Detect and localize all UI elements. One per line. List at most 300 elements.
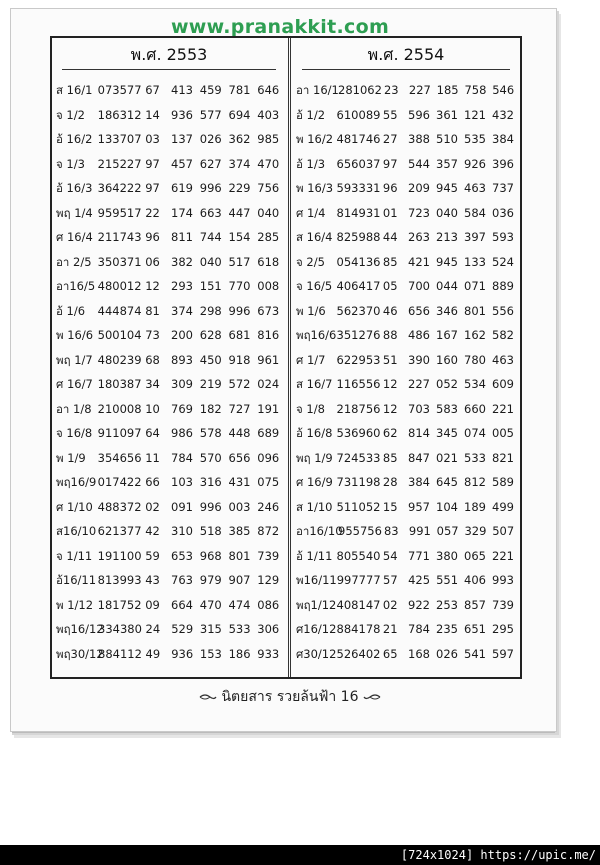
three-digit-number: 036 [492,205,514,220]
first-prize-number: 656037 [336,156,381,171]
three-digit-number: 780 [464,352,486,367]
three-digit-number: 309 [171,377,193,391]
three-digit-number: 316 [199,475,222,489]
table-row [292,250,520,275]
row-date: พ 1/12 [56,597,94,612]
row-date: พ 16/3 [296,181,334,195]
first-prize-number: 511052 [336,499,381,514]
row-date: ศ 16/4 [56,230,93,244]
row-date: อา 16/1 [296,83,339,97]
table-row [52,78,286,103]
three-digit-number: 769 [171,401,193,416]
three-digit-number: 137 [171,132,193,146]
table-row [292,593,520,618]
first-prize-number: 884178 [336,622,381,636]
first-prize-number: 825988 [336,230,381,244]
row-date: พฤ 1/7 [56,352,93,367]
table-row [292,201,520,226]
three-digit-number: 160 [436,352,458,367]
row-date: ศ 16/9 [296,475,333,489]
three-digit-number: 957 [408,499,430,514]
three-digit-number: 388 [408,132,430,146]
table-row [52,642,286,667]
three-digit-number: 329 [464,524,487,538]
two-digit-number: 12 [145,279,160,293]
row-date: พฤ30/12 [56,646,104,661]
three-digit-number: 154 [228,230,251,244]
three-digit-number: 403 [257,107,280,122]
row-date: พฤ16/6 [296,328,337,342]
three-digit-number: 979 [199,573,222,587]
three-digit-number: 889 [492,279,514,293]
lottery-results-table [50,36,522,679]
three-digit-number: 221 [492,548,514,563]
three-digit-number: 406 [464,573,486,587]
three-digit-number: 781 [228,83,251,97]
three-digit-number: 673 [257,303,280,318]
first-prize-number: 536960 [336,426,381,440]
table-row [292,323,520,348]
two-digit-number: 02 [145,499,160,514]
first-prize-number: 444874 [97,303,142,318]
first-prize-number: 500104 [97,328,142,342]
table-row [52,103,286,128]
three-digit-number: 295 [492,622,514,636]
three-digit-number: 133 [464,254,486,269]
three-digit-number: 893 [171,352,193,367]
three-digit-number: 229 [228,181,251,195]
first-prize-number: 480012 [97,279,142,293]
row-date: ศ30/12 [296,646,337,661]
three-digit-number: 397 [464,230,486,244]
first-prize-number: 959517 [97,205,142,220]
three-digit-number: 589 [492,475,514,489]
three-digit-number: 996 [199,499,222,514]
two-digit-number: 10 [145,401,160,416]
row-date: จ 16/8 [56,426,93,440]
three-digit-number: 582 [492,328,514,342]
three-digit-number: 021 [436,450,458,465]
three-digit-number: 628 [199,328,222,342]
two-digit-number: 42 [145,524,160,538]
table-row [292,78,520,103]
row-date: พ 16/6 [56,328,94,342]
three-digit-number: 285 [257,230,280,244]
two-digit-number: 23 [383,83,399,97]
three-digit-number: 857 [464,597,486,612]
table-row [52,544,286,569]
row-date: พฤ 1/9 [296,450,333,465]
first-prize-number: 054136 [336,254,381,269]
table-row [292,176,520,201]
three-digit-number: 556 [492,303,514,318]
two-digit-number: 12 [382,401,398,416]
three-digit-number: 570 [199,450,222,465]
table-row [52,250,286,275]
column-title-2554: พ.ศ. 2554 [302,43,510,70]
first-prize-number: 408147 [336,597,381,612]
row-date: อ้ 16/2 [56,132,93,146]
three-digit-number: 593 [492,230,514,244]
three-digit-number: 996 [228,303,251,318]
two-digit-number: 27 [382,132,398,146]
row-date: พฤ16/12 [56,622,104,636]
three-digit-number: 656 [228,450,251,465]
three-digit-number: 535 [464,132,486,146]
three-digit-number: 756 [257,181,280,195]
three-digit-number: 431 [228,475,251,489]
table-row [292,372,520,397]
first-prize-number: 215227 [97,156,142,171]
two-digit-number: 21 [382,622,398,636]
three-digit-number: 821 [492,450,514,465]
row-date: พฤ16/9 [56,475,97,489]
three-digit-number: 185 [436,83,459,97]
two-digit-number: 83 [383,524,399,538]
column-divider [288,38,291,677]
three-digit-number: 534 [464,377,486,391]
table-row [52,127,286,152]
two-digit-number: 57 [383,573,398,587]
two-digit-number: 59 [145,548,160,563]
table-row [52,201,286,226]
three-digit-number: 645 [436,475,458,489]
three-digit-number: 758 [464,83,487,97]
table-row [292,348,520,373]
two-digit-number: 96 [382,181,398,195]
three-digit-number: 298 [199,303,222,318]
three-digit-number: 619 [171,181,193,195]
two-digit-number: 65 [382,646,398,661]
three-digit-number: 162 [464,328,486,342]
three-digit-number: 597 [492,646,514,661]
table-row [52,446,286,471]
table-row [292,397,520,422]
three-digit-number: 310 [171,524,193,538]
three-digit-number: 583 [436,401,458,416]
three-digit-number: 507 [492,524,515,538]
row-date: พฤ1/12 [296,597,337,612]
three-digit-number: 096 [257,450,280,465]
first-prize-number: 724533 [336,450,381,465]
three-digit-number: 470 [257,156,280,171]
row-date: อา16/5 [56,279,96,293]
column-title-2553: พ.ศ. 2553 [62,43,276,70]
table-row [52,152,286,177]
first-prize-number: 334380 [98,622,142,636]
table-row [292,544,520,569]
three-digit-number: 065 [464,548,486,563]
three-digit-number: 656 [408,303,430,318]
three-digit-number: 413 [171,83,193,97]
two-digit-number: 55 [382,107,398,122]
three-digit-number: 040 [436,205,458,220]
three-digit-number: 991 [408,524,431,538]
three-digit-number: 918 [228,352,251,367]
three-digit-number: 463 [464,181,486,195]
two-digit-number: 22 [145,205,160,220]
three-digit-number: 872 [257,524,280,538]
table-row [292,642,520,667]
table-row [52,225,286,250]
three-digit-number: 518 [199,524,222,538]
two-digit-number: 14 [145,107,160,122]
first-prize-number: 180387 [97,377,142,391]
three-digit-number: 463 [492,352,514,367]
three-digit-number: 186 [228,646,251,661]
table-row [52,372,286,397]
three-digit-number: 227 [408,377,430,391]
two-digit-number: 46 [382,303,398,318]
three-digit-number: 374 [228,156,251,171]
three-digit-number: 361 [436,107,458,122]
row-date: จ 1/2 [56,107,85,122]
three-digit-number: 986 [171,426,193,440]
three-digit-number: 926 [464,156,486,171]
two-digit-number: 97 [145,156,160,171]
three-digit-number: 346 [436,303,458,318]
two-digit-number: 81 [145,303,160,318]
three-digit-number: 533 [464,450,486,465]
three-digit-number: 529 [171,622,194,636]
table-row [292,446,520,471]
three-digit-number: 103 [171,475,193,489]
first-prize-number: 281062 [338,83,382,97]
table-row [292,225,520,250]
three-digit-number: 811 [171,230,193,244]
two-digit-number: 96 [145,230,160,244]
row-date: ส 16/1 [56,83,93,97]
two-digit-number: 85 [382,450,398,465]
row-date: อ้ 16/3 [56,181,93,195]
three-digit-number: 700 [408,279,430,293]
three-digit-number: 968 [199,548,222,563]
three-digit-number: 253 [436,597,458,612]
first-prize-number: 911097 [97,426,142,440]
rows-2554 [292,78,520,666]
three-digit-number: 572 [228,377,251,391]
two-digit-number: 66 [145,475,160,489]
two-digit-number: 67 [145,83,160,97]
three-digit-number: 057 [436,524,459,538]
two-digit-number: 05 [382,279,398,293]
row-date: อ้ 16/8 [296,426,333,440]
upload-watermark: [724x1024] https://upic.me/ [400,848,596,862]
three-digit-number: 584 [464,205,486,220]
three-digit-number: 008 [257,279,280,293]
three-digit-number: 357 [436,156,458,171]
three-digit-number: 985 [257,132,280,146]
three-digit-number: 219 [199,377,222,391]
first-prize-number: 210008 [97,401,142,416]
three-digit-number: 362 [228,132,251,146]
three-digit-number: 847 [408,450,430,465]
table-row [52,568,286,593]
table-row [52,348,286,373]
three-digit-number: 660 [464,401,486,416]
two-digit-number: 03 [145,132,160,146]
three-digit-number: 744 [199,230,222,244]
two-digit-number: 97 [145,181,160,195]
column-2553 [52,38,286,677]
three-digit-number: 167 [436,328,458,342]
three-digit-number: 121 [464,107,486,122]
three-digit-number: 517 [228,254,251,269]
row-date: ศ16/12 [296,622,337,636]
three-digit-number: 618 [257,254,280,269]
three-digit-number: 470 [199,597,222,612]
three-digit-number: 551 [436,573,459,587]
site-url: www.pranakkit.com [170,16,390,38]
row-date: จ 1/8 [296,401,325,416]
table-row [292,617,520,642]
two-digit-number: 28 [382,475,398,489]
row-date: ศ 1/10 [56,499,93,514]
first-prize-number: 480239 [97,352,142,367]
three-digit-number: 457 [171,156,193,171]
three-digit-number: 723 [408,205,430,220]
row-date: พ 16/2 [296,132,334,146]
three-digit-number: 996 [199,181,222,195]
first-prize-number: 955756 [338,524,382,538]
page-edge [12,732,555,737]
table-row [292,152,520,177]
first-prize-number: 181752 [97,597,142,612]
three-digit-number: 945 [436,181,458,195]
three-digit-number: 151 [199,279,222,293]
table-row [292,568,520,593]
three-digit-number: 577 [199,107,222,122]
first-prize-number: 364222 [97,181,142,195]
three-digit-number: 432 [492,107,514,122]
three-digit-number: 168 [408,646,430,661]
three-digit-number: 653 [171,548,193,563]
two-digit-number: 88 [382,328,398,342]
three-digit-number: 541 [464,646,486,661]
table-row [292,421,520,446]
three-digit-number: 936 [171,646,194,661]
three-digit-number: 907 [228,573,251,587]
table-row [52,593,286,618]
three-digit-number: 235 [436,622,458,636]
row-date: อา 2/5 [56,254,92,269]
three-digit-number: 681 [228,328,251,342]
three-digit-number: 374 [171,303,193,318]
three-digit-number: 191 [257,401,280,416]
three-digit-number: 005 [492,426,514,440]
three-digit-number: 784 [171,450,193,465]
three-digit-number: 771 [408,548,430,563]
three-digit-number: 447 [228,205,251,220]
row-date: อ้16/11 [56,573,97,587]
two-digit-number: 97 [382,156,398,171]
table-row [52,421,286,446]
three-digit-number: 727 [228,401,251,416]
three-digit-number: 922 [408,597,430,612]
two-digit-number: 64 [145,426,160,440]
three-digit-number: 091 [171,499,193,514]
row-date: จ 1/3 [56,156,85,171]
first-prize-number: 731198 [336,475,381,489]
three-digit-number: 153 [199,646,222,661]
table-row [52,397,286,422]
table-row [52,470,286,495]
two-digit-number: 15 [382,499,398,514]
table-row [292,470,520,495]
three-digit-number: 533 [228,622,251,636]
first-prize-number: 354656 [97,450,142,465]
two-digit-number: 51 [382,352,398,367]
two-digit-number: 01 [382,205,398,220]
three-digit-number: 816 [257,328,280,342]
three-digit-number: 227 [408,83,431,97]
row-date: อา16/10 [296,524,343,538]
three-digit-number: 646 [257,83,280,97]
two-digit-number: 34 [145,377,160,391]
three-digit-number: 040 [257,205,280,220]
table-row [52,617,286,642]
three-digit-number: 651 [464,622,486,636]
three-digit-number: 499 [492,499,514,514]
three-digit-number: 182 [199,401,222,416]
three-digit-number: 689 [257,426,280,440]
three-digit-number: 694 [228,107,251,122]
three-digit-number: 945 [436,254,458,269]
row-date: พ16/11 [296,573,337,587]
two-digit-number: 43 [145,573,160,587]
first-prize-number: 133707 [97,132,142,146]
table-row [52,176,286,201]
three-digit-number: 627 [199,156,222,171]
first-prize-number: 186312 [97,107,142,122]
table-row [52,299,286,324]
two-digit-number: 85 [382,254,398,269]
row-date: อ้ 1/2 [296,107,326,122]
ornament-right-icon [363,693,381,701]
first-prize-number: 406417 [336,279,381,293]
first-prize-number: 351276 [336,328,381,342]
footer-text: นิตยสาร รวยล้นฟ้า 16 [221,689,359,705]
two-digit-number: 62 [382,426,398,440]
three-digit-number: 421 [408,254,430,269]
table-row [292,299,520,324]
row-date: ส 16/7 [296,377,333,391]
three-digit-number: 993 [492,573,514,587]
three-digit-number: 546 [492,83,515,97]
three-digit-number: 040 [199,254,222,269]
three-digit-number: 578 [199,426,222,440]
three-digit-number: 174 [171,205,193,220]
two-digit-number: 68 [145,352,160,367]
two-digit-number: 06 [145,254,160,269]
table-row [292,274,520,299]
three-digit-number: 425 [408,573,431,587]
two-digit-number: 09 [145,597,160,612]
row-date: อ้ 1/11 [296,548,333,563]
three-digit-number: 524 [492,254,514,269]
three-digit-number: 263 [408,230,430,244]
three-digit-number: 961 [257,352,280,367]
table-row [292,519,520,544]
row-date: พ 1/9 [56,450,86,465]
three-digit-number: 384 [492,132,514,146]
three-digit-number: 209 [408,181,430,195]
two-digit-number: 44 [382,230,398,244]
first-prize-number: 593331 [336,181,381,195]
three-digit-number: 936 [171,107,193,122]
row-date: อา 1/8 [56,401,92,416]
table-row [52,519,286,544]
